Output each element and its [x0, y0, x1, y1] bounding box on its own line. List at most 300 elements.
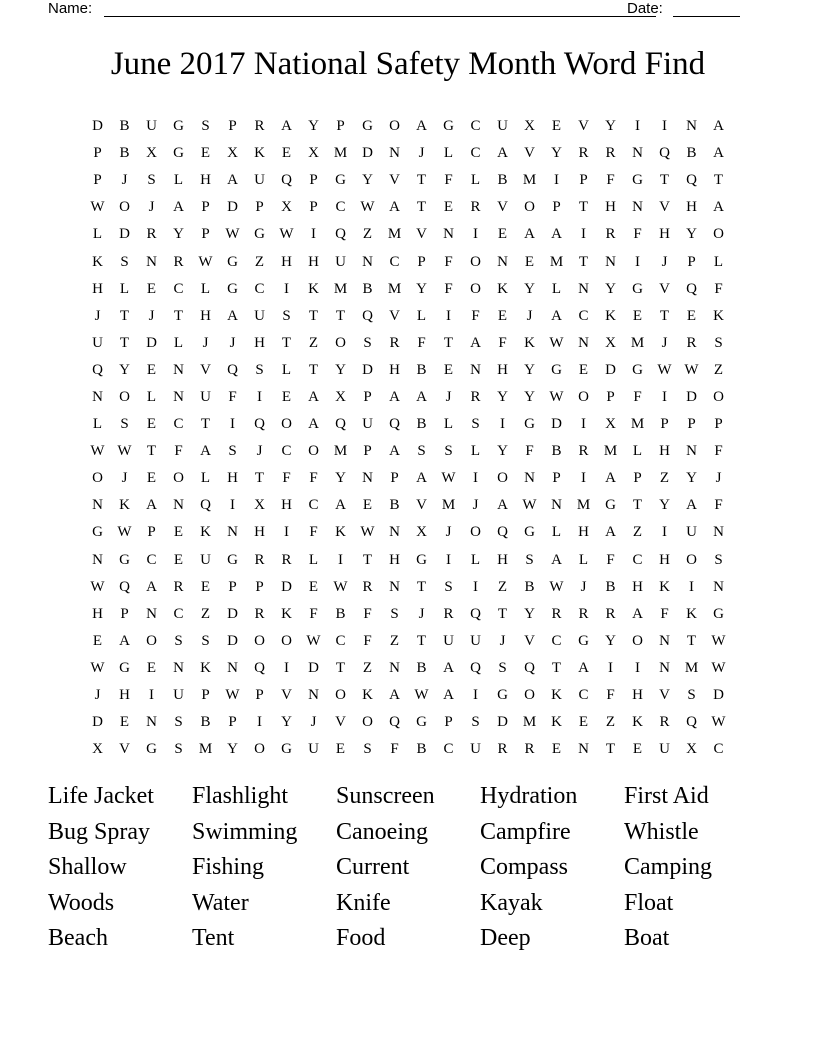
grid-letter[interactable]: X	[416, 524, 427, 541]
grid-letter[interactable]: G	[119, 659, 130, 676]
grid-letter[interactable]: A	[227, 307, 238, 324]
grid-letter[interactable]: F	[309, 470, 318, 487]
grid-letter[interactable]: H	[497, 551, 508, 568]
grid-letter[interactable]: E	[551, 741, 562, 758]
grid-letter[interactable]: L	[470, 443, 481, 460]
grid-letter[interactable]: B	[119, 145, 130, 162]
grid-letter[interactable]: J	[661, 253, 668, 270]
grid-letter[interactable]: J	[121, 470, 128, 487]
grid-letter[interactable]: O	[92, 470, 103, 487]
grid-letter[interactable]: F	[606, 551, 615, 568]
grid-letter[interactable]: B	[416, 416, 427, 433]
grid-letter[interactable]: I	[473, 578, 478, 595]
grid-letter[interactable]: H	[92, 280, 103, 297]
grid-letter[interactable]: I	[608, 659, 613, 676]
grid-letter[interactable]: D	[92, 118, 103, 135]
grid-letter[interactable]: A	[713, 118, 724, 135]
grid-letter[interactable]: W	[90, 659, 105, 676]
grid-letter[interactable]: N	[389, 145, 400, 162]
grid-letter[interactable]: B	[389, 497, 400, 514]
grid-letter[interactable]: H	[632, 687, 643, 704]
grid-letter[interactable]: L	[200, 470, 211, 487]
grid-letter[interactable]: T	[254, 470, 265, 487]
grid-letter[interactable]: A	[443, 659, 454, 676]
grid-letter[interactable]: J	[661, 334, 668, 351]
grid-letter[interactable]: D	[551, 416, 562, 433]
grid-letter[interactable]: N	[362, 470, 373, 487]
grid-letter[interactable]: X	[281, 199, 292, 216]
grid-letter[interactable]: D	[497, 714, 508, 731]
grid-letter[interactable]: R	[389, 334, 400, 351]
grid-letter[interactable]: N	[551, 497, 562, 514]
grid-letter[interactable]: M	[576, 497, 591, 514]
grid-letter[interactable]: M	[198, 741, 213, 758]
grid-letter[interactable]: J	[715, 470, 722, 487]
grid-letter[interactable]: W	[711, 632, 726, 649]
grid-letter[interactable]: U	[686, 524, 697, 541]
grid-letter[interactable]: I	[473, 687, 478, 704]
grid-letter[interactable]: N	[470, 361, 481, 378]
grid-letter[interactable]: A	[524, 226, 535, 243]
grid-letter[interactable]: E	[146, 416, 157, 433]
grid-letter[interactable]: F	[714, 280, 723, 297]
grid-letter[interactable]: D	[119, 226, 130, 243]
grid-letter[interactable]: H	[578, 524, 589, 541]
grid-letter[interactable]: F	[282, 470, 291, 487]
grid-letter[interactable]: O	[119, 388, 130, 405]
grid-letter[interactable]: W	[711, 714, 726, 731]
grid-letter[interactable]: I	[662, 524, 667, 541]
grid-letter[interactable]: J	[94, 307, 101, 324]
grid-letter[interactable]: V	[119, 741, 130, 758]
grid-letter[interactable]: G	[443, 118, 454, 135]
grid-letter[interactable]: O	[119, 199, 130, 216]
grid-letter[interactable]: L	[470, 551, 481, 568]
grid-letter[interactable]: H	[389, 551, 400, 568]
grid-letter[interactable]: L	[119, 280, 130, 297]
grid-letter[interactable]: B	[686, 145, 697, 162]
grid-letter[interactable]: K	[632, 714, 643, 731]
grid-letter[interactable]: E	[173, 524, 184, 541]
grid-letter[interactable]: O	[524, 199, 535, 216]
grid-letter[interactable]: U	[335, 253, 346, 270]
grid-letter[interactable]: H	[389, 361, 400, 378]
grid-letter[interactable]: H	[281, 497, 292, 514]
grid-letter[interactable]: B	[416, 741, 427, 758]
grid-letter[interactable]: N	[173, 388, 184, 405]
grid-letter[interactable]: C	[551, 632, 562, 649]
grid-letter[interactable]: E	[578, 361, 589, 378]
grid-letter[interactable]: A	[551, 551, 562, 568]
grid-letter[interactable]: H	[686, 199, 697, 216]
grid-letter[interactable]: S	[228, 443, 237, 460]
grid-letter[interactable]: B	[119, 118, 130, 135]
grid-letter[interactable]: Y	[335, 361, 346, 378]
grid-letter[interactable]: J	[121, 172, 128, 189]
grid-letter[interactable]: A	[308, 388, 319, 405]
grid-letter[interactable]: Q	[389, 714, 400, 731]
grid-letter[interactable]: S	[282, 307, 291, 324]
grid-letter[interactable]: K	[200, 524, 211, 541]
grid-letter[interactable]: G	[173, 145, 184, 162]
grid-letter[interactable]: X	[227, 145, 238, 162]
grid-letter[interactable]: R	[281, 551, 292, 568]
grid-letter[interactable]: A	[605, 524, 616, 541]
grid-letter[interactable]: L	[416, 307, 427, 324]
grid-letter[interactable]: G	[362, 118, 373, 135]
grid-letter[interactable]: R	[173, 578, 184, 595]
grid-letter[interactable]: G	[146, 741, 157, 758]
grid-letter[interactable]: C	[281, 443, 292, 460]
grid-letter[interactable]: Q	[470, 659, 481, 676]
grid-letter[interactable]: J	[445, 388, 452, 405]
grid-letter[interactable]: C	[470, 145, 481, 162]
grid-letter[interactable]: D	[146, 334, 157, 351]
grid-letter[interactable]: O	[335, 687, 346, 704]
grid-letter[interactable]: I	[446, 307, 451, 324]
grid-letter[interactable]: G	[713, 605, 724, 622]
grid-letter[interactable]: Z	[497, 578, 508, 595]
grid-letter[interactable]: N	[686, 118, 697, 135]
grid-letter[interactable]: W	[414, 687, 429, 704]
grid-letter[interactable]: E	[524, 253, 535, 270]
grid-letter[interactable]: O	[254, 741, 265, 758]
grid-letter[interactable]: T	[578, 199, 589, 216]
grid-letter[interactable]: T	[686, 632, 697, 649]
grid-letter[interactable]: Y	[686, 226, 697, 243]
grid-letter[interactable]: A	[389, 687, 400, 704]
grid-letter[interactable]: N	[146, 605, 157, 622]
grid-letter[interactable]: G	[578, 632, 589, 649]
grid-letter[interactable]: E	[146, 659, 157, 676]
grid-letter[interactable]: Z	[659, 470, 670, 487]
grid-letter[interactable]: H	[659, 226, 670, 243]
grid-letter[interactable]: O	[470, 253, 481, 270]
grid-letter[interactable]: M	[522, 714, 537, 731]
grid-letter[interactable]: E	[146, 280, 157, 297]
grid-letter[interactable]: P	[147, 524, 156, 541]
grid-letter[interactable]: U	[362, 416, 373, 433]
grid-letter[interactable]: C	[308, 497, 319, 514]
grid-letter[interactable]: E	[335, 741, 346, 758]
grid-letter[interactable]: A	[173, 199, 184, 216]
grid-letter[interactable]: S	[390, 605, 399, 622]
grid-letter[interactable]: T	[497, 605, 508, 622]
grid-letter[interactable]: Z	[308, 334, 319, 351]
grid-letter[interactable]: R	[470, 388, 481, 405]
grid-letter[interactable]: P	[228, 578, 237, 595]
grid-letter[interactable]: A	[146, 578, 157, 595]
grid-letter[interactable]: Q	[254, 659, 265, 676]
grid-letter[interactable]: H	[659, 551, 670, 568]
grid-letter[interactable]: M	[387, 280, 402, 297]
grid-letter[interactable]: F	[606, 687, 615, 704]
grid-letter[interactable]: E	[362, 497, 373, 514]
grid-letter[interactable]: V	[659, 199, 670, 216]
grid-letter[interactable]: N	[578, 280, 589, 297]
grid-letter[interactable]: R	[578, 605, 589, 622]
grid-letter[interactable]: F	[363, 605, 372, 622]
grid-letter[interactable]: G	[227, 280, 238, 297]
grid-letter[interactable]: Q	[92, 361, 103, 378]
grid-letter[interactable]: C	[578, 687, 589, 704]
grid-letter[interactable]: R	[686, 334, 697, 351]
grid-letter[interactable]: E	[146, 470, 157, 487]
grid-letter[interactable]: M	[441, 497, 456, 514]
grid-letter[interactable]: K	[497, 280, 508, 297]
grid-letter[interactable]: J	[526, 307, 533, 324]
grid-letter[interactable]: Q	[335, 416, 346, 433]
grid-letter[interactable]: I	[230, 497, 235, 514]
grid-letter[interactable]: U	[308, 741, 319, 758]
grid-letter[interactable]: D	[713, 687, 724, 704]
grid-letter[interactable]: I	[662, 388, 667, 405]
grid-letter[interactable]: D	[281, 578, 292, 595]
grid-letter[interactable]: C	[173, 280, 184, 297]
grid-letter[interactable]: F	[228, 388, 237, 405]
grid-letter[interactable]: K	[659, 578, 670, 595]
grid-letter[interactable]: F	[309, 605, 318, 622]
grid-letter[interactable]: L	[281, 361, 292, 378]
grid-letter[interactable]: V	[659, 280, 670, 297]
grid-letter[interactable]: O	[713, 226, 724, 243]
grid-letter[interactable]: C	[443, 741, 454, 758]
grid-letter[interactable]: V	[335, 714, 346, 731]
grid-letter[interactable]: I	[149, 687, 154, 704]
grid-letter[interactable]: E	[200, 578, 211, 595]
grid-letter[interactable]: E	[92, 632, 103, 649]
grid-letter[interactable]: F	[660, 605, 669, 622]
grid-letter[interactable]: A	[389, 388, 400, 405]
grid-letter[interactable]: S	[147, 172, 156, 189]
grid-letter[interactable]: C	[578, 307, 589, 324]
grid-letter[interactable]: J	[148, 307, 155, 324]
grid-letter[interactable]: I	[473, 470, 478, 487]
grid-letter[interactable]: T	[335, 307, 346, 324]
grid-letter[interactable]: C	[389, 253, 400, 270]
grid-letter[interactable]: A	[605, 470, 616, 487]
grid-letter[interactable]: F	[417, 334, 426, 351]
grid-letter[interactable]: W	[522, 497, 537, 514]
grid-letter[interactable]: S	[471, 416, 480, 433]
grid-letter[interactable]: T	[173, 307, 184, 324]
grid-letter[interactable]: Y	[335, 470, 346, 487]
grid-letter[interactable]: K	[281, 605, 292, 622]
grid-letter[interactable]: A	[497, 145, 508, 162]
grid-letter[interactable]: P	[255, 578, 264, 595]
grid-letter[interactable]: X	[92, 741, 103, 758]
grid-letter[interactable]: N	[632, 199, 643, 216]
grid-letter[interactable]: U	[200, 388, 211, 405]
grid-letter[interactable]: J	[229, 334, 236, 351]
grid-letter[interactable]: W	[549, 334, 564, 351]
grid-letter[interactable]: K	[713, 307, 724, 324]
grid-letter[interactable]: J	[256, 443, 263, 460]
grid-letter[interactable]: G	[632, 172, 643, 189]
name-field-line[interactable]	[104, 0, 656, 17]
grid-letter[interactable]: S	[444, 443, 453, 460]
grid-letter[interactable]: U	[200, 551, 211, 568]
grid-letter[interactable]: T	[335, 659, 346, 676]
grid-letter[interactable]: O	[686, 551, 697, 568]
grid-letter[interactable]: A	[632, 605, 643, 622]
grid-letter[interactable]: Y	[605, 280, 616, 297]
grid-letter[interactable]: S	[174, 632, 183, 649]
grid-letter[interactable]: Y	[497, 388, 508, 405]
grid-letter[interactable]: A	[119, 632, 130, 649]
grid-letter[interactable]: M	[684, 659, 699, 676]
grid-letter[interactable]: P	[687, 253, 696, 270]
grid-letter[interactable]: L	[551, 524, 562, 541]
grid-letter[interactable]: P	[309, 172, 318, 189]
grid-letter[interactable]: L	[146, 388, 157, 405]
grid-letter[interactable]: A	[389, 199, 400, 216]
grid-letter[interactable]: F	[309, 524, 318, 541]
grid-letter[interactable]: I	[284, 659, 289, 676]
grid-letter[interactable]: P	[201, 199, 210, 216]
grid-letter[interactable]: F	[606, 172, 615, 189]
grid-letter[interactable]: O	[281, 416, 292, 433]
grid-letter[interactable]: E	[443, 199, 454, 216]
grid-letter[interactable]: H	[119, 687, 130, 704]
grid-letter[interactable]: E	[497, 307, 508, 324]
grid-letter[interactable]: H	[308, 253, 319, 270]
grid-letter[interactable]: E	[200, 145, 211, 162]
grid-letter[interactable]: R	[524, 741, 535, 758]
grid-letter[interactable]: Y	[605, 118, 616, 135]
grid-letter[interactable]: S	[498, 659, 507, 676]
grid-letter[interactable]: S	[471, 714, 480, 731]
grid-letter[interactable]: R	[605, 226, 616, 243]
grid-letter[interactable]: M	[549, 253, 564, 270]
grid-letter[interactable]: Z	[200, 605, 211, 622]
grid-letter[interactable]: V	[389, 172, 400, 189]
grid-letter[interactable]: S	[714, 334, 723, 351]
grid-letter[interactable]: I	[500, 416, 505, 433]
grid-letter[interactable]: D	[92, 714, 103, 731]
grid-letter[interactable]: S	[687, 687, 696, 704]
grid-letter[interactable]: Q	[470, 605, 481, 622]
grid-letter[interactable]: U	[470, 741, 481, 758]
grid-letter[interactable]: R	[497, 741, 508, 758]
grid-letter[interactable]: T	[119, 307, 130, 324]
grid-letter[interactable]: P	[633, 470, 642, 487]
grid-letter[interactable]: O	[146, 632, 157, 649]
grid-letter[interactable]: W	[657, 361, 672, 378]
grid-letter[interactable]: I	[446, 551, 451, 568]
grid-letter[interactable]: A	[443, 687, 454, 704]
grid-letter[interactable]: Q	[362, 307, 373, 324]
grid-letter[interactable]: V	[659, 687, 670, 704]
grid-letter[interactable]: I	[284, 280, 289, 297]
grid-letter[interactable]: S	[363, 334, 372, 351]
grid-letter[interactable]: I	[581, 226, 586, 243]
grid-letter[interactable]: R	[254, 605, 265, 622]
grid-letter[interactable]: P	[255, 199, 264, 216]
grid-letter[interactable]: E	[686, 307, 697, 324]
grid-letter[interactable]: A	[416, 470, 427, 487]
grid-letter[interactable]: P	[120, 605, 129, 622]
grid-letter[interactable]: I	[635, 253, 640, 270]
grid-letter[interactable]: G	[524, 416, 535, 433]
grid-letter[interactable]: W	[90, 199, 105, 216]
grid-letter[interactable]: I	[581, 470, 586, 487]
grid-letter[interactable]: U	[443, 632, 454, 649]
grid-letter[interactable]: O	[308, 443, 319, 460]
grid-letter[interactable]: G	[173, 118, 184, 135]
grid-letter[interactable]: G	[632, 280, 643, 297]
grid-letter[interactable]: F	[714, 443, 723, 460]
grid-letter[interactable]: F	[390, 741, 399, 758]
grid-letter[interactable]: D	[686, 388, 697, 405]
grid-letter[interactable]: Z	[362, 659, 373, 676]
grid-letter[interactable]: F	[174, 443, 183, 460]
grid-letter[interactable]: J	[148, 199, 155, 216]
grid-letter[interactable]: F	[633, 226, 642, 243]
grid-letter[interactable]: H	[605, 199, 616, 216]
grid-letter[interactable]: S	[255, 361, 264, 378]
grid-letter[interactable]: L	[443, 145, 454, 162]
grid-letter[interactable]: V	[524, 145, 535, 162]
grid-letter[interactable]: T	[416, 172, 427, 189]
grid-letter[interactable]: W	[117, 443, 132, 460]
grid-letter[interactable]: H	[227, 470, 238, 487]
grid-letter[interactable]: A	[308, 416, 319, 433]
grid-letter[interactable]: J	[310, 714, 317, 731]
grid-letter[interactable]: V	[281, 687, 292, 704]
grid-letter[interactable]: T	[308, 307, 319, 324]
grid-letter[interactable]: S	[417, 443, 426, 460]
grid-letter[interactable]: T	[578, 253, 589, 270]
grid-letter[interactable]: M	[630, 334, 645, 351]
grid-letter[interactable]: G	[254, 226, 265, 243]
grid-letter[interactable]: G	[551, 361, 562, 378]
grid-letter[interactable]: J	[580, 578, 587, 595]
grid-letter[interactable]: I	[257, 714, 262, 731]
grid-letter[interactable]: Q	[119, 578, 130, 595]
grid-letter[interactable]: Y	[686, 470, 697, 487]
grid-letter[interactable]: H	[659, 443, 670, 460]
grid-letter[interactable]: R	[173, 253, 184, 270]
grid-letter[interactable]: C	[470, 118, 481, 135]
grid-letter[interactable]: Q	[389, 416, 400, 433]
grid-letter[interactable]: W	[360, 199, 375, 216]
grid-letter[interactable]: W	[117, 524, 132, 541]
grid-letter[interactable]: S	[201, 632, 210, 649]
grid-letter[interactable]: L	[578, 551, 589, 568]
grid-letter[interactable]: X	[308, 145, 319, 162]
grid-letter[interactable]: C	[173, 416, 184, 433]
grid-letter[interactable]: X	[254, 497, 265, 514]
grid-letter[interactable]: Z	[362, 226, 373, 243]
grid-letter[interactable]: L	[632, 443, 643, 460]
grid-letter[interactable]: T	[416, 199, 427, 216]
grid-letter[interactable]: A	[686, 497, 697, 514]
grid-letter[interactable]: E	[308, 578, 319, 595]
grid-letter[interactable]: N	[659, 659, 670, 676]
grid-letter[interactable]: Q	[524, 659, 535, 676]
grid-letter[interactable]: A	[416, 388, 427, 405]
grid-letter[interactable]: B	[362, 280, 373, 297]
grid-letter[interactable]: K	[551, 687, 562, 704]
grid-letter[interactable]: M	[333, 145, 348, 162]
grid-letter[interactable]: T	[416, 578, 427, 595]
grid-letter[interactable]: E	[281, 145, 292, 162]
grid-letter[interactable]: H	[632, 578, 643, 595]
grid-letter[interactable]: O	[470, 524, 481, 541]
grid-letter[interactable]: N	[686, 443, 697, 460]
grid-letter[interactable]: Y	[227, 741, 238, 758]
